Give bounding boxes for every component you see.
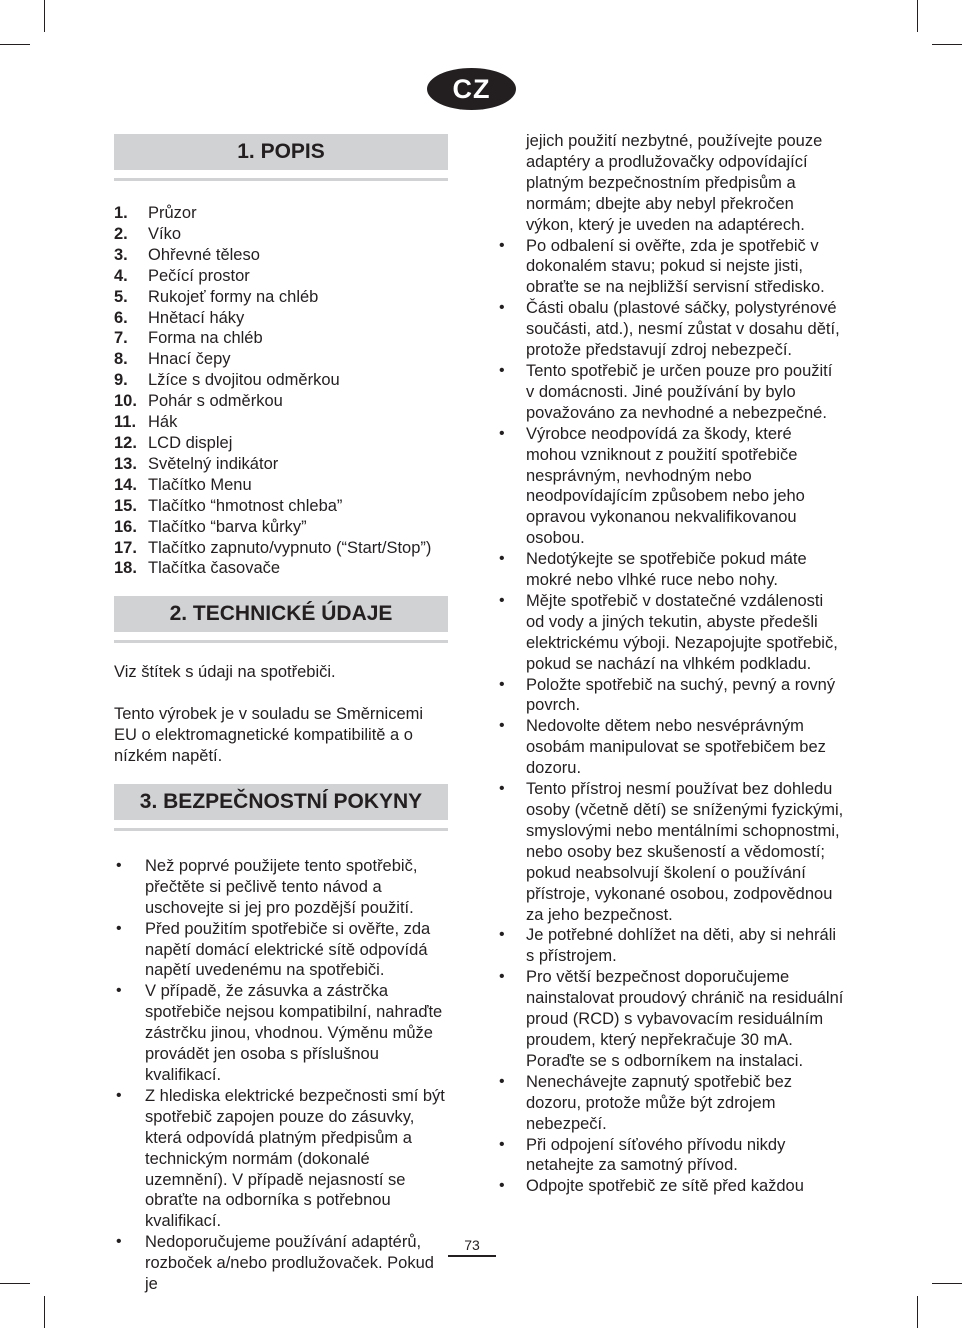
item-number: 15. <box>114 496 137 515</box>
list-item <box>114 203 448 224</box>
list-item <box>114 558 448 579</box>
item-label: Pohár s odměrkou <box>148 392 283 411</box>
language-badge: CZ <box>427 68 516 110</box>
right-column <box>499 131 844 1197</box>
bullet-icon: • <box>116 1086 122 1104</box>
item-label: Hnací čepy <box>148 350 231 369</box>
item-label: Průzor <box>148 204 197 222</box>
item-number: 13. <box>114 454 137 473</box>
list-item <box>499 967 844 1072</box>
item-text: Před použitím spotřebiče si ověřte, zda napětí domácí elektrické sítě odpovídá napětí uvedenému na spotřebiči. <box>145 919 431 980</box>
page-number: 73 <box>464 1237 480 1253</box>
list-item <box>114 412 448 433</box>
item-text: Mějte spotřebič v dostatečné vzdálenosti od vody a jiných tekutin, abyste předešli elektrickému výboji. Nezapojujte spotřebič, pokud se nachází na vlhkém podkladu. <box>526 591 838 673</box>
item-label: Lžíce s dvojitou odměrkou <box>148 371 340 390</box>
list-item <box>114 391 448 412</box>
continuation-paragraph: jejich použití nezbytné, používejte pouze adaptéry a prodlužovačky odpovídající platným bezpečnostním předpisům a normám; dbejte aby nebyl překročen výkon, který je uveden na adaptérech. <box>526 132 823 234</box>
bullet-icon: • <box>116 1233 122 1251</box>
crop-mark <box>917 0 918 32</box>
bullet-icon: • <box>499 968 505 986</box>
item-label: Rukojeť formy na chléb <box>148 287 319 306</box>
item-label: Tlačítko Menu <box>148 475 252 494</box>
parts-list <box>114 203 448 579</box>
item-number: 11. <box>114 413 137 432</box>
item-number: 5. <box>114 287 128 306</box>
item-number: 17. <box>114 538 137 557</box>
bullet-icon: • <box>499 780 505 798</box>
item-text: Tento spotřebič je určen pouze pro použití v domácnosti. Jiné používání by bylo považováno za nevhodné a nebezpečné. <box>526 361 833 422</box>
item-text: Části obalu (plastové sáčky, polystyrénové součásti, atd.), nesmí zůstat v dosahu dětí, protože představují zdroj nebezpečí. <box>526 299 840 360</box>
item-number: 3. <box>114 245 128 264</box>
item-label: Víko <box>148 224 182 243</box>
list-item <box>114 919 448 982</box>
item-label: Hnětací háky <box>148 308 245 327</box>
list-item <box>499 925 844 967</box>
item-text: Odpojte spotřebič ze sítě před každou <box>526 1177 804 1196</box>
list-item <box>114 266 448 287</box>
compliance-paragraph: Tento výrobek je v souladu se Směrnicemi EU o elektromagnetické kompatibilitě a o nízkém napětí. <box>114 705 424 766</box>
technical-data-paragraph: Viz štítek s údaji na spotřebiči. <box>114 663 336 682</box>
item-label: LCD displej <box>148 433 233 452</box>
item-text: V případě, že zásuvka a zástrčka spotřebiče nejsou kompatibilní, nahraďte zástrčku jinou, vhodnou. Výměnu může provádět jen osoba s příslušnou kvalifikací. <box>145 982 443 1084</box>
section-divider <box>114 640 448 643</box>
item-number: 7. <box>114 329 128 348</box>
page-number-underline <box>448 1255 496 1257</box>
list-item <box>499 424 844 549</box>
list-item <box>114 517 448 538</box>
section-heading-technical-data: 2. TECHNICKÉ ÚDAJE <box>114 596 448 632</box>
list-item <box>499 236 844 299</box>
bullet-icon: • <box>499 675 505 693</box>
item-text: Tento přístroj nesmí používat bez dohledu osoby (včetně dětí) se sníženými fyzickými, smyslovými nebo mentálními schopnostmi, nebo osoby bez skušeností a vědomostí; pokud neabsolvují školení o používání přístroje, vykonané osobou, zodpovědnou za jeho bezpečnost. <box>526 780 844 924</box>
list-item <box>499 779 844 925</box>
section-divider <box>114 828 448 831</box>
bullet-icon: • <box>499 550 505 568</box>
list-item <box>114 349 448 370</box>
bullet-icon: • <box>116 982 122 1000</box>
bullet-icon: • <box>499 1177 505 1195</box>
item-label: Ohřevné těleso <box>148 245 260 264</box>
item-number: 16. <box>114 517 137 536</box>
list-item <box>114 856 448 919</box>
item-label: Hák <box>148 413 178 432</box>
bullet-icon: • <box>499 1072 505 1090</box>
list-item <box>499 591 844 675</box>
item-text: Při odpojení síťového přívodu nikdy netahejte za samotný přívod. <box>526 1135 786 1175</box>
item-number: 14. <box>114 475 137 494</box>
list-item <box>499 716 844 779</box>
section-heading-description: 1. POPIS <box>114 134 448 170</box>
list-item <box>114 1232 448 1295</box>
list-item <box>114 287 448 308</box>
item-text: Výrobce neodpovídá za škody, které mohou vzniknout z použití spotřebiče nesprávným, nevhodným nebo neodpovídajícím způsobem nebo jeho opravou vykonanou nekvalifikovanou osobou. <box>526 424 805 548</box>
list-item <box>114 475 448 496</box>
list-item <box>114 981 448 1086</box>
item-number: 18. <box>114 559 137 578</box>
item-text: Je potřebné dohlížet na děti, aby si nehráli s přístrojem. <box>526 926 837 966</box>
bullet-icon: • <box>116 919 122 937</box>
item-text: Nedovolte dětem nebo nesvéprávným osobám manipulovat se spotřebičem bez dozoru. <box>526 717 826 778</box>
bullet-icon: • <box>499 236 505 254</box>
list-item <box>114 433 448 454</box>
item-text: Nenechávejte zapnutý spotřebič bez dozoru, protože může být zdrojem nebezpečí. <box>526 1072 792 1133</box>
crop-mark <box>917 1296 918 1328</box>
item-number: 10. <box>114 392 137 411</box>
bullet-icon: • <box>499 299 505 317</box>
item-number: 6. <box>114 308 128 327</box>
item-number: 1. <box>114 204 128 222</box>
item-label: Forma na chléb <box>148 329 263 348</box>
list-item <box>499 675 844 717</box>
item-number: 12. <box>114 433 137 452</box>
crop-mark <box>0 1283 30 1284</box>
safety-list-left <box>114 856 448 1295</box>
crop-mark <box>932 44 962 45</box>
item-text: Po odbalení si ověřte, zda je spotřebič v dokonalém stavu; pokud si nejste jisti, obraťte se na nejbližší servisní středisko. <box>526 236 825 297</box>
section-heading-safety: 3. BEZPEČNOSTNÍ POKYNY <box>114 784 448 820</box>
bullet-icon: • <box>499 1135 505 1153</box>
list-item <box>499 1072 844 1135</box>
item-text: Z hlediska elektrické bezpečnosti smí být spotřebič zapojen pouze do zásuvky, která odpovídá platným předpisům a technickým normám (dokonalé uzemnění). V případě nejasností se obraťte na odborníka s potřebnou kvalifikací. <box>145 1086 445 1231</box>
list-item <box>499 298 844 361</box>
item-label: Tlačítko “barva kůrky” <box>148 517 307 536</box>
item-text: Nedoporučujeme používání adaptérů, rozboček a/nebo prodlužovaček. Pokud je <box>145 1233 434 1294</box>
list-item <box>499 1176 844 1197</box>
item-text: Nedotýkejte se spotřebiče pokud máte mokré nebo vlhké ruce nebo nohy. <box>526 550 807 590</box>
left-column <box>114 134 448 1295</box>
list-item <box>499 361 844 424</box>
crop-mark <box>44 1296 45 1328</box>
safety-list-right <box>499 236 844 1198</box>
list-item <box>114 454 448 475</box>
list-item <box>114 328 448 349</box>
list-item <box>499 1135 844 1177</box>
list-item <box>114 308 448 329</box>
list-item <box>114 224 448 245</box>
crop-mark <box>932 1283 962 1284</box>
bullet-icon: • <box>499 424 505 442</box>
bullet-icon: • <box>499 361 505 379</box>
list-item <box>114 496 448 517</box>
bullet-icon: • <box>116 856 122 874</box>
list-item <box>114 245 448 266</box>
bullet-icon: • <box>499 717 505 735</box>
item-number: 9. <box>114 371 128 390</box>
item-number: 8. <box>114 350 128 369</box>
item-text: Než poprvé použijete tento spotřebič, přečtěte si pečlivě tento návod a uschovejte si jej pro pozdější použití. <box>145 856 418 917</box>
item-label: Pečící prostor <box>148 266 250 285</box>
list-item <box>499 549 844 591</box>
item-text: Položte spotřebič na suchý, pevný a rovný povrch. <box>526 675 836 715</box>
section-divider <box>114 178 448 181</box>
list-item <box>114 370 448 391</box>
bullet-icon: • <box>499 926 505 944</box>
item-label: Světelný indikátor <box>148 454 279 473</box>
crop-mark <box>44 0 45 32</box>
item-number: 4. <box>114 266 128 285</box>
item-number: 2. <box>114 224 128 243</box>
item-label: Tlačítka časovače <box>148 559 281 578</box>
item-label: Tlačítko zapnuto/vypnuto (“Start/Stop”) <box>148 538 432 557</box>
crop-mark <box>0 44 30 45</box>
bullet-icon: • <box>499 591 505 609</box>
item-text: Pro větší bezpečnost doporučujeme nainstalovat proudový chránič na residuální proud (RCD) s vybavovacím residuálním proudem, který nepřekračuje 30 mA. Poraďte se s odborníkem na instalaci. <box>526 968 844 1070</box>
list-item <box>114 1086 448 1232</box>
list-item <box>114 538 448 559</box>
item-label: Tlačítko “hmotnost chleba” <box>148 496 343 515</box>
